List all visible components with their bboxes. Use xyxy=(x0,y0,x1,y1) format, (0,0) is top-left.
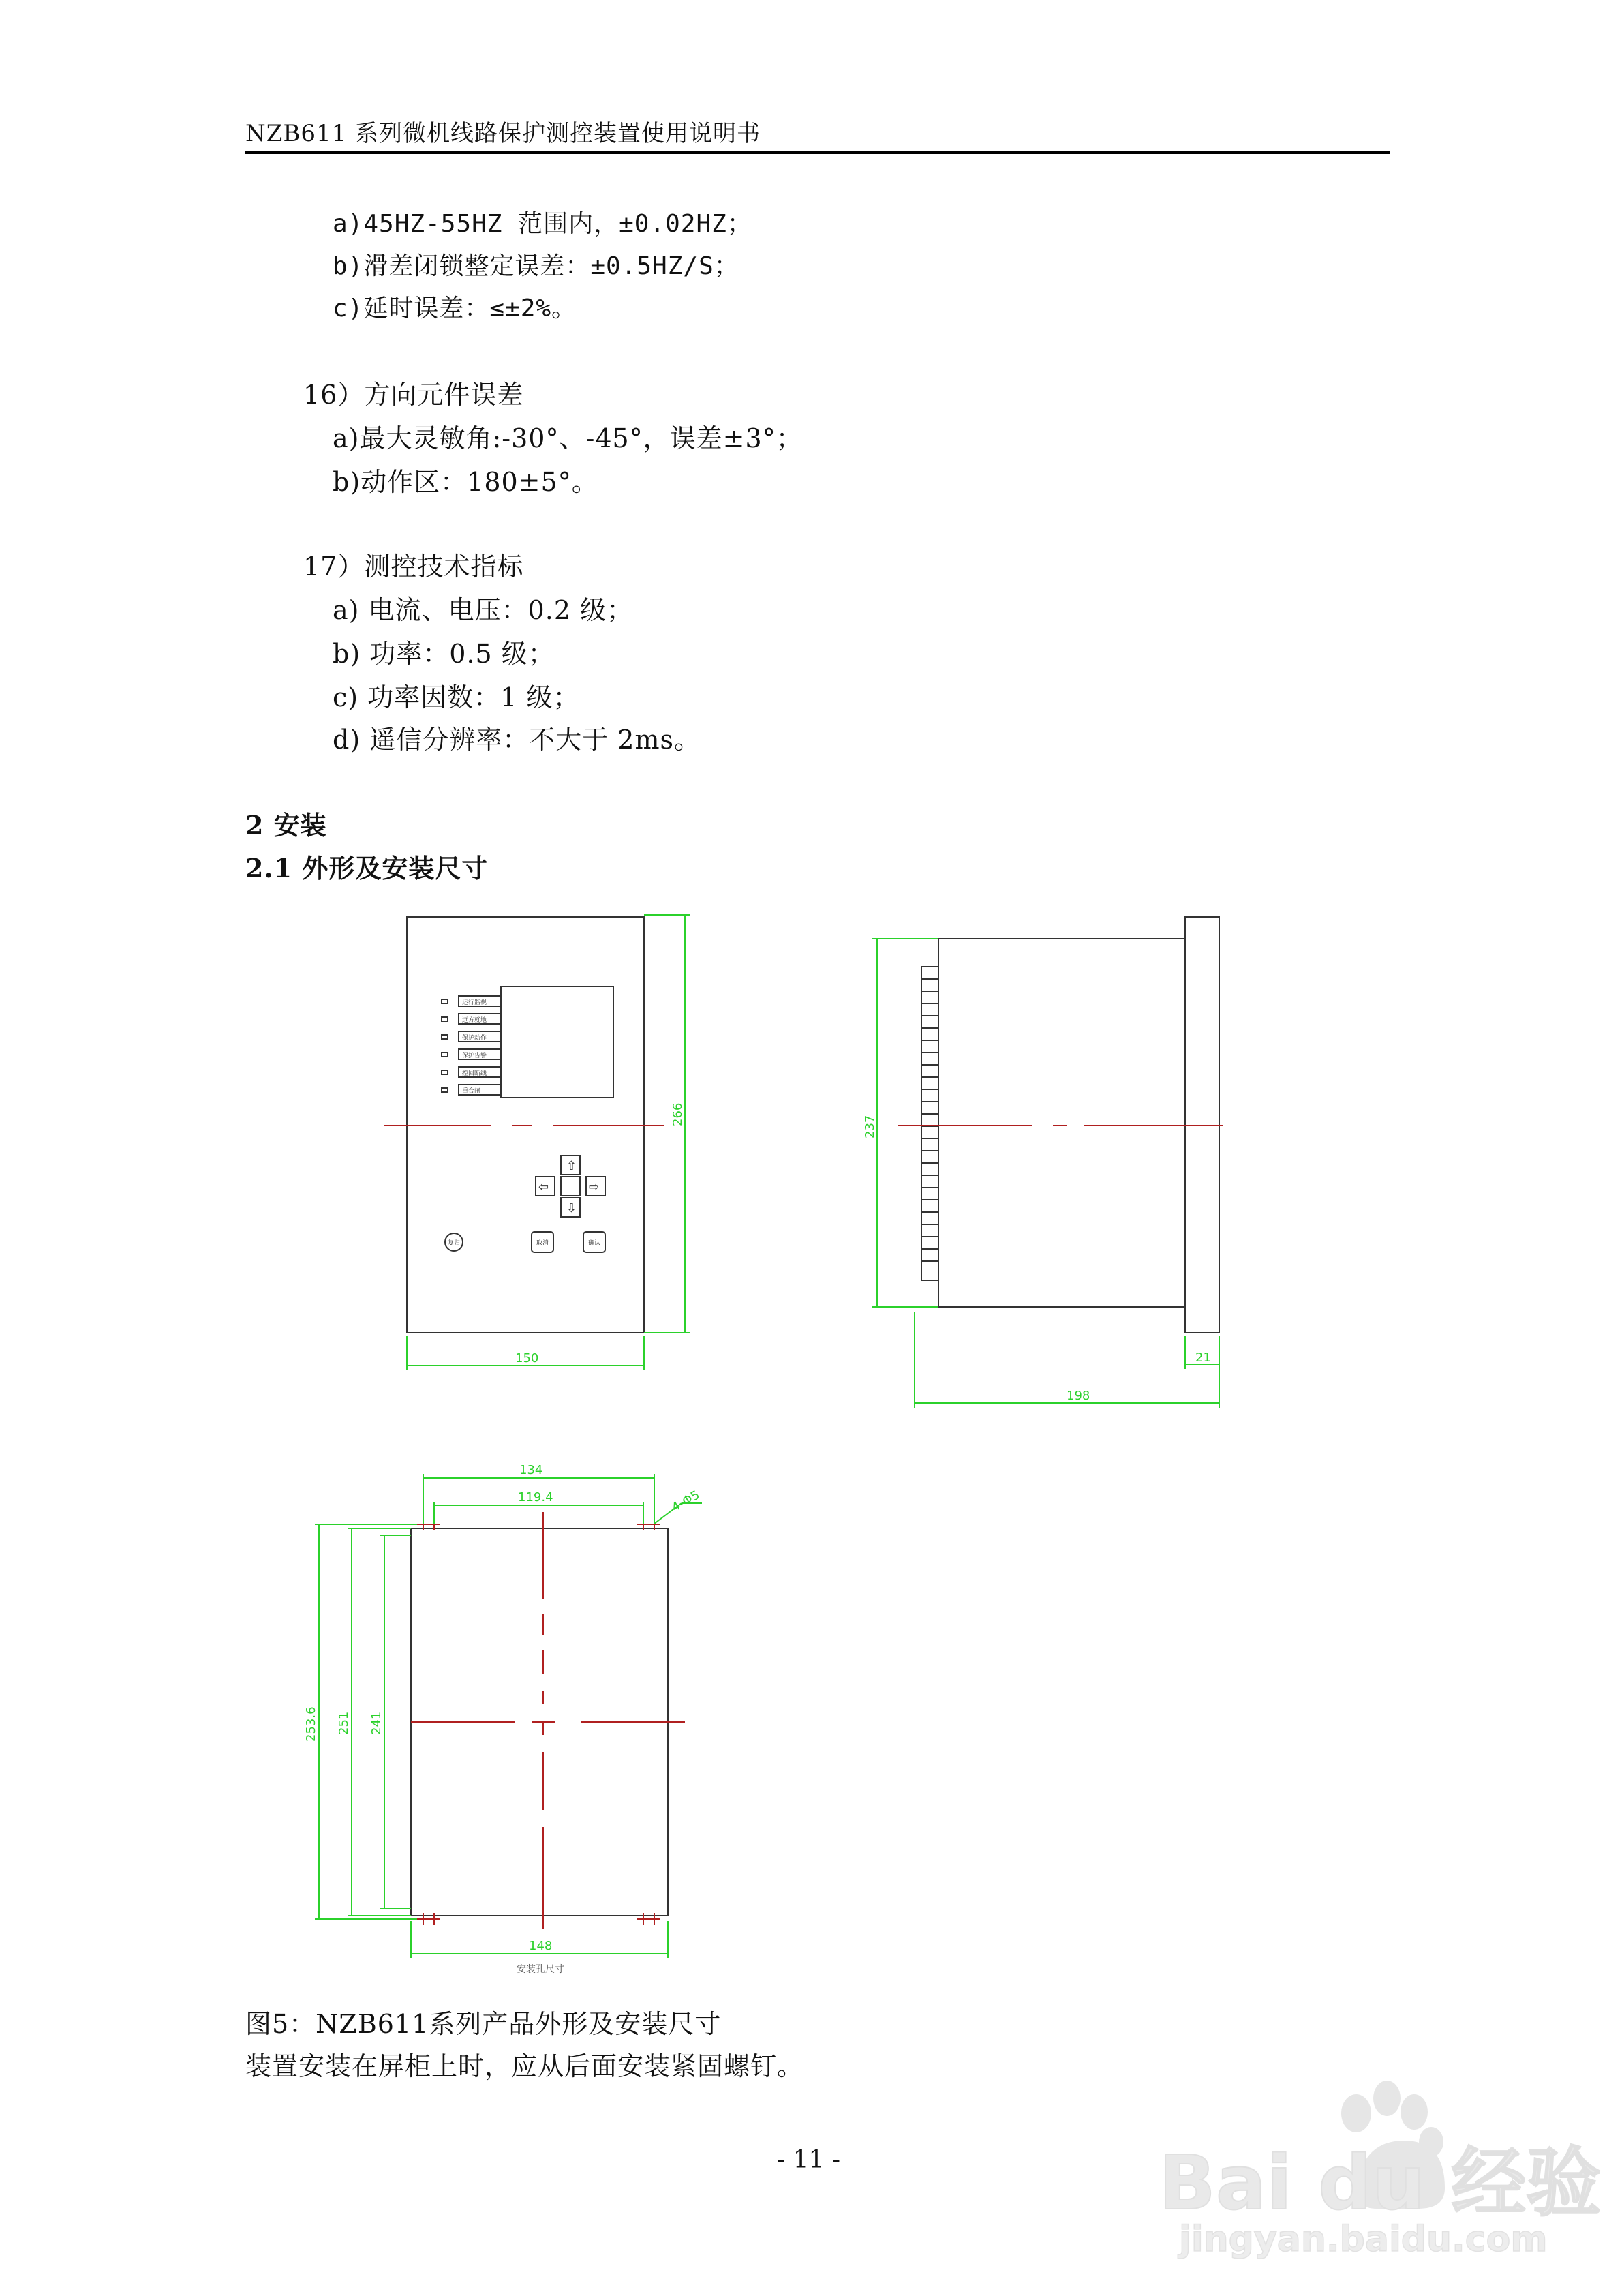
figure-caption: 图5：NZB611系列产品外形及安装尺寸 xyxy=(245,2009,722,2039)
cutout-h2-label: 251 xyxy=(337,1711,351,1735)
cutout-caption: 安装孔尺寸 xyxy=(517,1964,564,1975)
side-view xyxy=(863,917,1223,1408)
front-dimensions xyxy=(407,915,690,1370)
led-label-2: 保护动作 xyxy=(462,1035,487,1042)
item17-title: 17）测控技术指标 xyxy=(303,552,524,581)
cutout-h3-label: 241 xyxy=(369,1711,384,1735)
cutout-top-outer-label: 134 xyxy=(519,1463,543,1477)
center-key xyxy=(561,1177,580,1196)
cutout-hole-label: 4-Φ5 xyxy=(669,1487,703,1515)
item17-c: c) 功率因数：1 级； xyxy=(333,682,580,712)
item16-title: 16）方向元件误差 xyxy=(303,380,524,410)
side-height-label: 237 xyxy=(863,1115,877,1138)
side-depth-label: 198 xyxy=(1067,1389,1090,1403)
led-label-5: 重合闸 xyxy=(462,1088,481,1095)
item16-a: a)最大灵敏角:-30°、-45°，误差±3°； xyxy=(333,423,803,453)
front-width-label: 150 xyxy=(515,1351,539,1365)
cutout-centerlines xyxy=(411,1512,685,1929)
item17-a: a) 电流、电压：0.2 级； xyxy=(333,595,634,625)
freq-item-a: a)45HZ-55HZ 范围内，±0.02HZ； xyxy=(333,210,752,238)
cutout-view xyxy=(304,1463,702,1975)
document-header: NZB611 系列微机线路保护测控装置使用说明书 xyxy=(245,120,761,147)
confirm-key-label: 确认 xyxy=(588,1240,601,1247)
item16-b: b)动作区：180±5°。 xyxy=(333,467,598,497)
side-flange-label: 21 xyxy=(1195,1350,1211,1365)
page-number: - 11 - xyxy=(777,2146,841,2174)
cutout-h1-label: 253.6 xyxy=(304,1706,318,1742)
svg-text:⇦: ⇦ xyxy=(538,1180,549,1194)
freq-item-c: c)延时误差：≤±2%。 xyxy=(333,294,577,322)
item17-d: d) 遥信分辨率：不大于 2ms。 xyxy=(333,725,701,755)
led-label-3: 保护告警 xyxy=(462,1053,487,1059)
led-label-boxes xyxy=(459,996,501,1095)
led-label-4: 控回断线 xyxy=(462,1070,487,1077)
reset-key-label: 复归 xyxy=(448,1240,461,1247)
item17-b: b) 功率：0.5 级； xyxy=(333,639,555,669)
terminal-strip xyxy=(921,967,938,1280)
led-column xyxy=(442,999,448,1092)
svg-text:⇨: ⇨ xyxy=(589,1180,600,1194)
cutout-bottom-label: 148 xyxy=(529,1939,553,1953)
baidu-watermark xyxy=(1152,2072,1602,2263)
led-label-1: 远方就地 xyxy=(462,1017,487,1024)
watermark-url: jingyan.baidu.com xyxy=(1179,2219,1548,2260)
arrow-keypad xyxy=(536,1155,605,1217)
front-height-label: 266 xyxy=(671,1102,685,1126)
svg-text:⇩: ⇩ xyxy=(566,1201,577,1215)
svg-text:⇧: ⇧ xyxy=(566,1159,577,1173)
front-view xyxy=(384,915,690,1370)
section-2-title: 2 安装 xyxy=(245,810,327,841)
installation-note: 装置安装在屏柜上时，应从后面安装紧固螺钉。 xyxy=(245,2051,804,2081)
cancel-key-label: 取消 xyxy=(536,1240,549,1247)
side-body xyxy=(938,939,1185,1307)
led-label-0: 运行监视 xyxy=(462,999,487,1006)
side-dimensions xyxy=(872,939,1219,1408)
lcd-screen xyxy=(501,986,613,1098)
watermark-brand: Bai du 经验 xyxy=(1159,2139,1602,2226)
cutout-top-inner-label: 119.4 xyxy=(518,1490,553,1505)
freq-item-b: b)滑差闭锁整定误差：±0.5HZ/S； xyxy=(333,252,739,280)
section-2-1-title: 2.1 外形及安装尺寸 xyxy=(245,853,489,883)
